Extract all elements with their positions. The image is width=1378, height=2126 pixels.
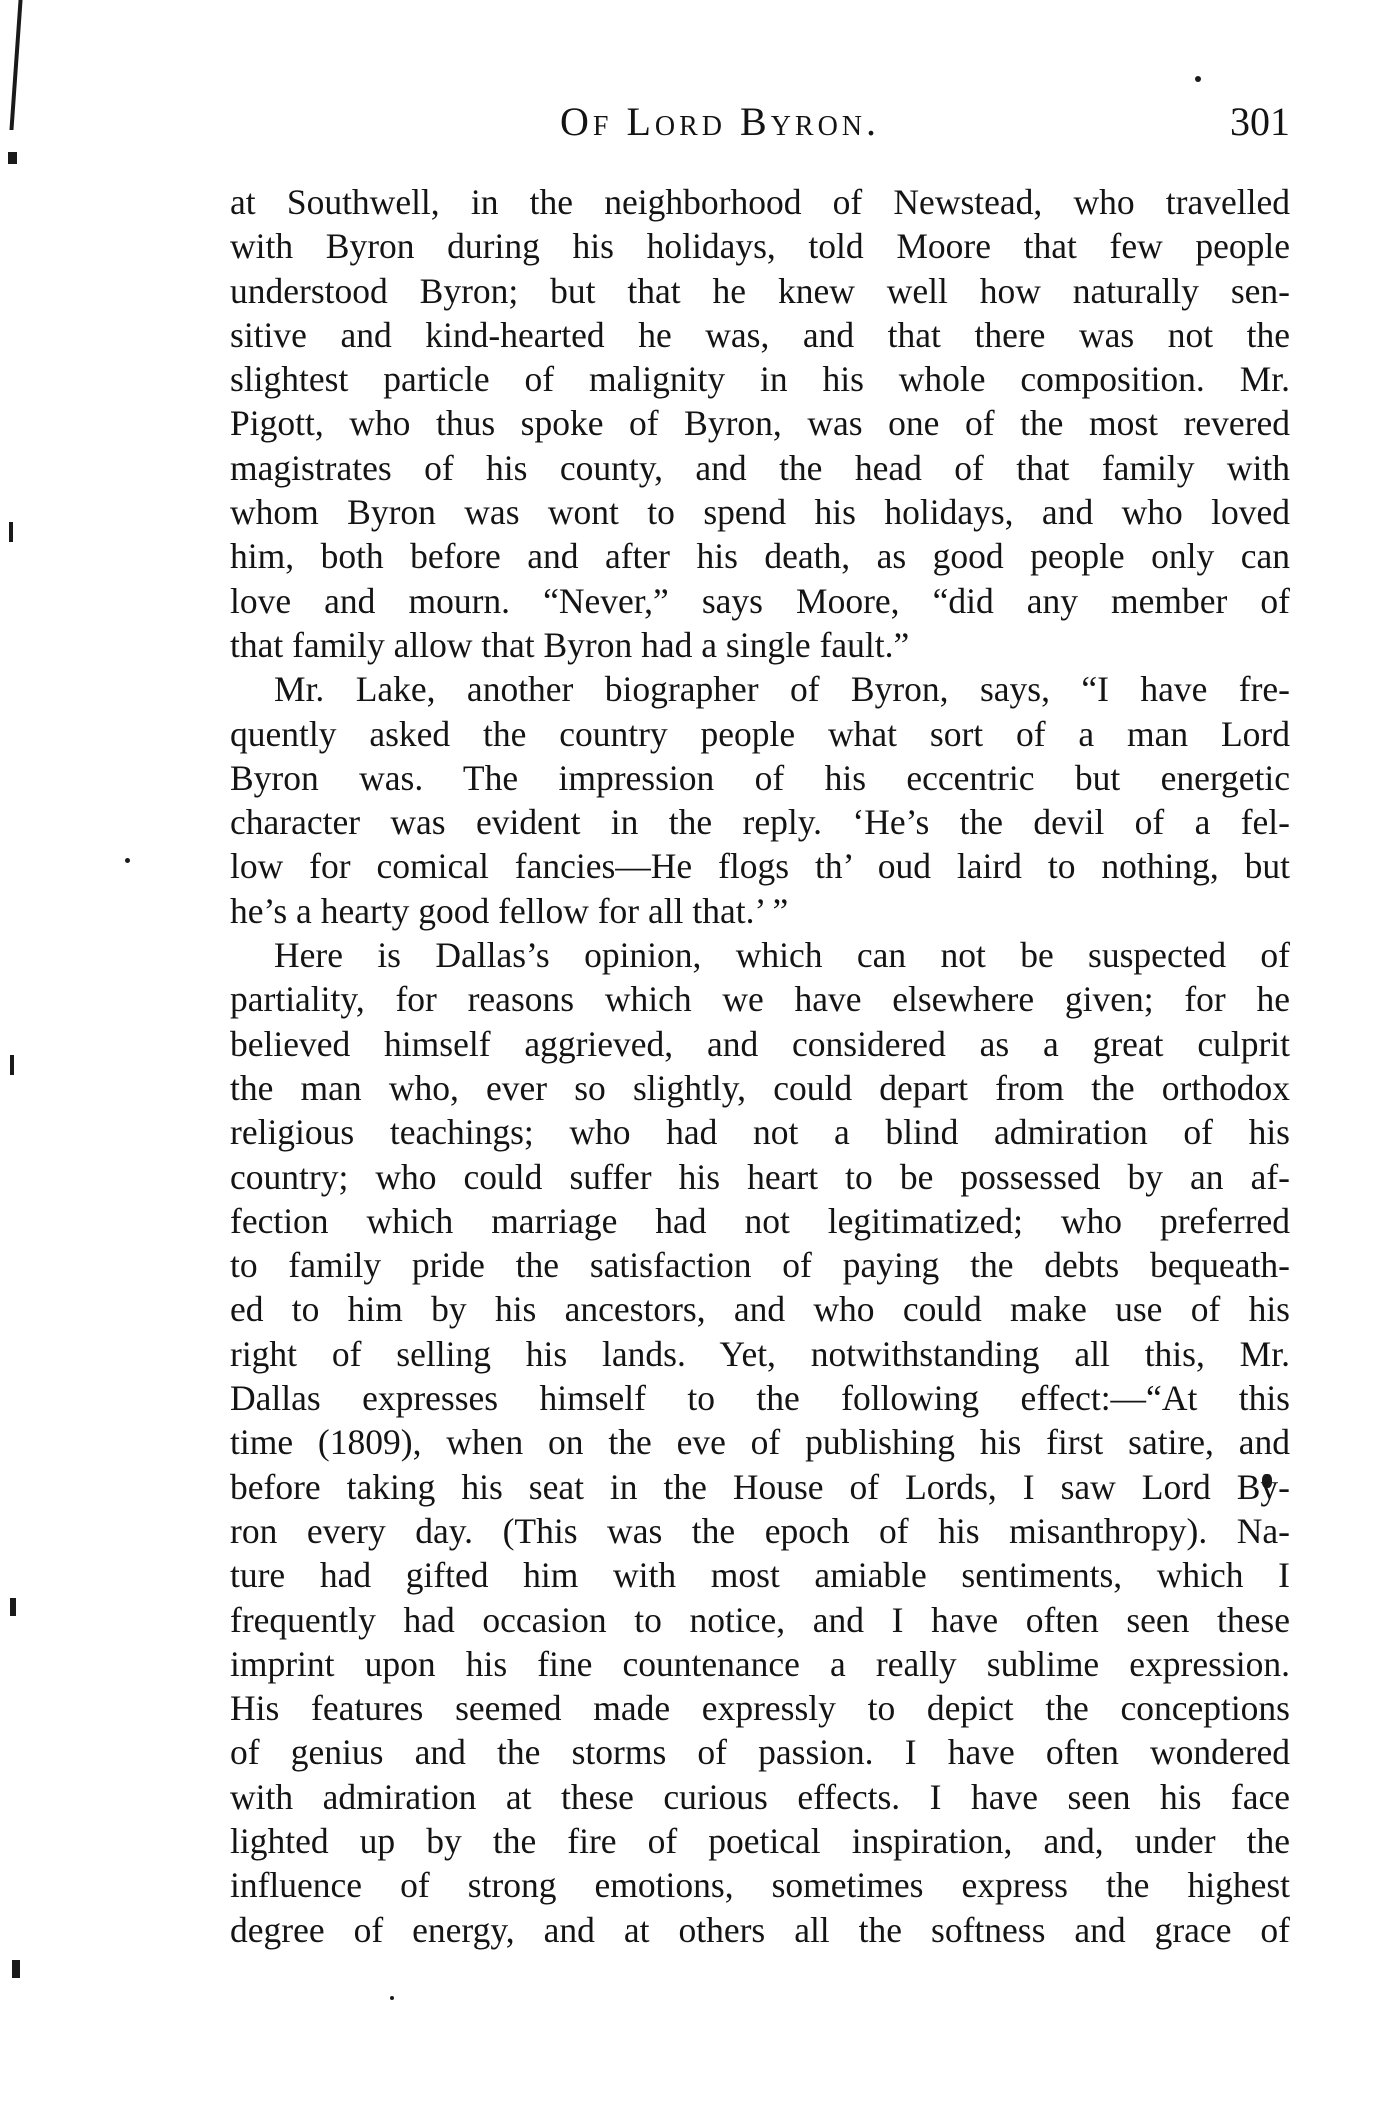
text-line: with admiration at these curious effects. I have seen his face xyxy=(230,1776,1290,1817)
text-line: sitive and kind-hearted he was, and that there was not the xyxy=(230,314,1290,355)
margin-mark xyxy=(10,1598,16,1616)
text-line: quently asked the country people what sort of a man Lord xyxy=(230,713,1290,754)
text-line: influence of strong emotions, sometimes express the highest xyxy=(230,1865,1290,1906)
margin-mark xyxy=(8,152,17,164)
text-line: love and mourn. “Never,” says Moore, “did any member of xyxy=(230,580,1290,621)
text-line: imprint upon his fine countenance a really sublime expression. xyxy=(230,1643,1290,1684)
margin-mark xyxy=(12,1960,20,1978)
text-line: ture had gifted him with most amiable sentiments, which I xyxy=(230,1555,1290,1596)
text-line: with Byron during his holidays, told Moore that few people xyxy=(230,226,1290,267)
text-line: lighted up by the fire of poetical inspiration, and, under the xyxy=(230,1820,1290,1861)
paragraph-end-line: he’s a hearty good fellow for all that.’ ” xyxy=(230,890,789,931)
page-number: 301 xyxy=(1230,99,1290,144)
text-line: country; who could suffer his heart to be possessed by an af- xyxy=(230,1156,1290,1197)
text-line: Dallas expresses himself to the following effect:—“At this xyxy=(230,1378,1290,1419)
text-line: ron every day. (This was the epoch of his misanthropy). Na- xyxy=(230,1510,1290,1551)
margin-mark xyxy=(390,1996,394,2000)
margin-mark xyxy=(1195,76,1201,82)
margin-mark xyxy=(10,1055,14,1075)
text-line: religious teachings; who had not a blind admiration of his xyxy=(230,1112,1290,1153)
text-line: magistrates of his county, and the head of that family with xyxy=(230,447,1290,488)
text-line: partiality, for reasons which we have elsewhere given; for he xyxy=(230,979,1290,1020)
text-line: Pigott, who thus spoke of Byron, was one of the most revered xyxy=(230,403,1290,444)
text-line: to family pride the satisfaction of paying the debts bequeath- xyxy=(230,1245,1290,1286)
text-line: ed to him by his ancestors, and who could make use of his xyxy=(230,1289,1290,1330)
text-line: His features seemed made expressly to depict the conceptions xyxy=(230,1688,1290,1729)
text-line: whom Byron was wont to spend his holidays, and who loved xyxy=(230,492,1290,533)
text-line: at Southwell, in the neighborhood of Newstead, who travelled xyxy=(230,182,1290,222)
page-body xyxy=(230,180,1290,1952)
page-header xyxy=(230,98,1290,158)
text-line: fection which marriage had not legitimatized; who preferred xyxy=(230,1200,1290,1241)
text-line: Byron was. The impression of his eccentric but energetic xyxy=(230,757,1290,798)
paragraph-start-line: Mr. Lake, another biographer of Byron, says, “I have fre- xyxy=(274,669,1290,710)
text-line: character was evident in the reply. ‘He’s the devil of a fel- xyxy=(230,802,1290,843)
paragraph-start-line: Here is Dallas’s opinion, which can not be suspected of xyxy=(274,935,1290,976)
text-line: slightest particle of malignity in his whole composition. Mr. xyxy=(230,359,1290,400)
text-line: believed himself aggrieved, and considered as a great culprit xyxy=(230,1023,1290,1064)
paragraph-end-line: that family allow that Byron had a single fault.” xyxy=(230,624,910,665)
margin-mark xyxy=(9,522,13,542)
text-line: him, both before and after his death, as good people only can xyxy=(230,536,1290,577)
text-line: low for comical fancies—He flogs th’ oud laird to nothing, but xyxy=(230,846,1290,887)
text-line: degree of energy, and at others all the softness and grace of xyxy=(230,1909,1290,1950)
text-line: the man who, ever so slightly, could depart from the orthodox xyxy=(230,1067,1290,1108)
text-line: understood Byron; but that he knew well how naturally sen- xyxy=(230,270,1290,311)
text-line: before taking his seat in the House of Lords, I saw Lord By- xyxy=(230,1466,1290,1507)
margin-mark xyxy=(125,858,130,863)
text-line: of genius and the storms of passion. I have often wondered xyxy=(230,1732,1290,1773)
text-line: frequently had occasion to notice, and I have often seen these xyxy=(230,1599,1290,1640)
margin-mark xyxy=(9,0,22,130)
running-title: Of Lord Byron. xyxy=(560,99,881,144)
text-line: time (1809), when on the eve of publishing his first satire, and xyxy=(230,1422,1290,1463)
text-line: right of selling his lands. Yet, notwithstanding all this, Mr. xyxy=(230,1333,1290,1374)
